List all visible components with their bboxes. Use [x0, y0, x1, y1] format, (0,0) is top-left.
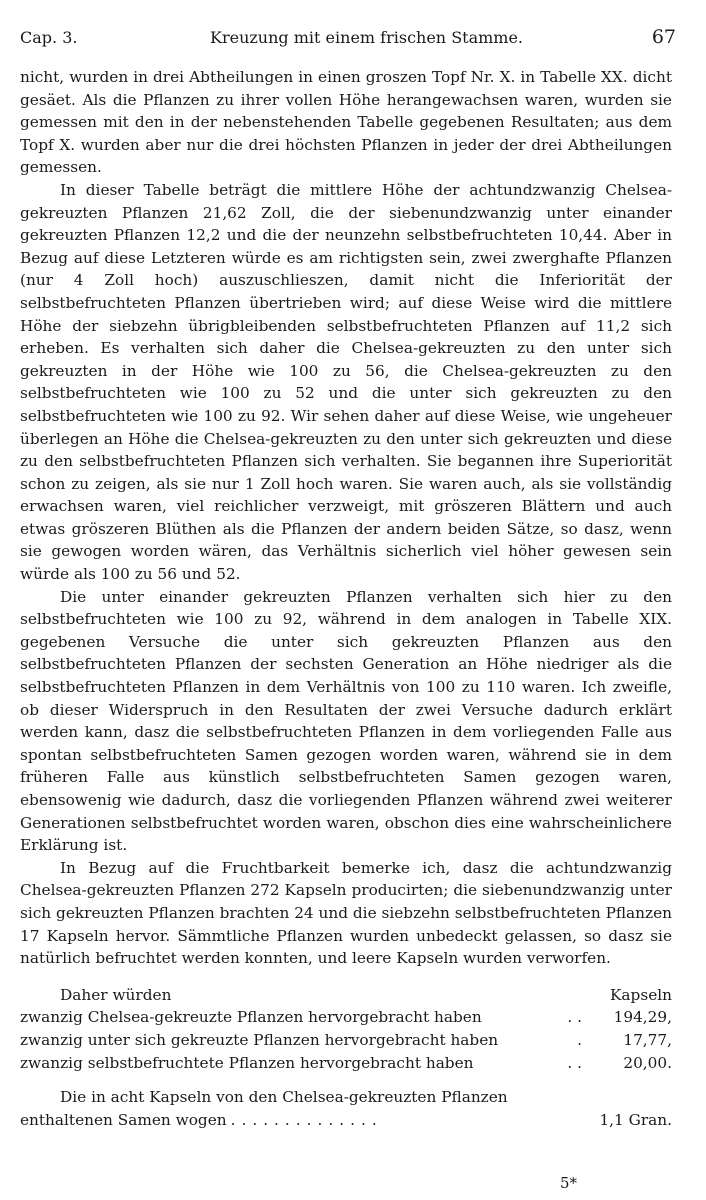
- table-row: [20, 1052, 672, 1075]
- page-number: 67: [651, 26, 676, 48]
- seed-weight-statement: [20, 1086, 672, 1131]
- table-intro: Daher würden: [60, 985, 172, 1004]
- signature-mark: 5*: [560, 1174, 578, 1192]
- row-label: zwanzig unter sich gekreuzte Pflanzen hervorgebracht haben: [20, 1030, 499, 1049]
- seed-line-2: [20, 1109, 672, 1132]
- row-value: 20,00.: [623, 1053, 672, 1072]
- row-dots: . .: [567, 1053, 582, 1072]
- table-row: [20, 1006, 672, 1029]
- running-header: [20, 28, 676, 52]
- table-row: [20, 1029, 672, 1052]
- row-label: zwanzig Chelsea-gekreuzte Pflanzen hervorgebracht haben: [20, 1008, 482, 1027]
- seed-weight-value: 1,1 Gran.: [599, 1110, 672, 1129]
- paragraph: Die unter einander gekreuzten Pflanzen verhalten sich hier zu den selbstbefruchteten wie 100 zu 92, während in dem analogen in Tabelle XIX. gegebenen Versuche die unter sich gekreuzten Pflanzen aus den selbstbefruchteten Pflanzen der sechsten Generation an Höhe niedriger als die selbstbefruchteten Pflanzen in dem Verhältnis von 100 zu 110 waren. Ich zweifle, ob dieser Widerspruch in den Resultaten der zwei Versuche dadurch erklärt werden kann, dasz die selbstbefruchteten Pflanzen in dem vorliegenden Falle aus spontan selbstbefruchteten Samen gezogen worden waren, während sie in dem früheren Falle aus künstlich selbstbefruchteten Samen gezogen waren, ebensowenig wie dadurch, dasz die vorliegenden Pflanzen während zwei weiterer Generationen selbstbefruchtet worden waren, obschon dies eine wahrscheinlichere Erklärung ist.: [20, 587, 672, 855]
- row-label: zwanzig selbstbefruchtete Pflanzen hervorgebracht haben: [20, 1053, 474, 1072]
- row-dots: .: [577, 1030, 582, 1049]
- running-title: Kreuzung mit einem frischen Stamme.: [210, 28, 524, 47]
- row-dots: . .: [567, 1008, 582, 1027]
- table-header-row: [20, 984, 672, 1007]
- row-value: 194,29,: [613, 1008, 672, 1027]
- chapter-label: Cap. 3.: [20, 28, 78, 47]
- dot-leader: ..............: [230, 1110, 383, 1129]
- row-value: 17,77,: [623, 1030, 672, 1049]
- capsule-yield-table: [20, 984, 672, 1074]
- paragraph: In dieser Tabelle beträgt die mittlere Höhe der achtundzwanzig Chelsea-gekreuzten Pflanzen 21,62 Zoll, die der siebenundzwanzig unter einander gekreuzten Pflanzen 12,2 und die der neunzehn selbstbefruchteten 10,44. Aber in Bezug auf diese Letzteren würde es am richtigsten sein, zwei zwerghafte Pflanzen (nur 4 Zoll hoch) auszuschlieszen, damit nicht die Inferiorität der selbstbefruchteten Pflanzen übertrieben wird; auf diese Weise wird die mittlere Höhe der siebzehn übrigbleibenden selbstbefruchteten Pflanzen auf 11,2 sich erheben. Es verhalten sich daher die Chelsea-gekreuzten zu den unter sich gekreuzten in der Höhe wie 100 zu 56, die Chelsea-gekreuzten zu den selbstbefruchteten wie 100 zu 52 und die unter sich gekreuzten zu den selbstbefruchteten wie 100 zu 92. Wir sehen daher auf diese Weise, wie ungeheuer überlegen an Höhe die Chelsea-gekreuzten zu den unter sich gekreuzten und diese zu den selbstbefruchteten Pflanzen sich verhalten. Sie begannen ihre Superiorität schon zu zeigen, als sie nur 1 Zoll hoch waren. Sie waren auch, als sie vollständig erwachsen waren, viel reichlicher verzweigt, mit gröszeren Blättern und auch etwas gröszeren Blüthen als die Pflanzen der andern beiden Sätze, so dasz, wenn sie gewogen worden wären, das Verhältnis sicherlich viel höher gewesen sein würde als 100 zu 56 und 52.: [20, 180, 672, 584]
- seed-line-1: Die in acht Kapseln von den Chelsea-gekreuzten Pflanzen: [60, 1088, 508, 1107]
- paragraph: nicht, wurden in drei Abtheilungen in einen groszen Topf Nr. X. in Tabelle XX. dicht gesäet. Als die Pflanzen zu ihrer vollen Höhe herangewachsen waren, wurden sie gemessen mit den in der nebenstehenden Tabelle gegebenen Resultaten; aus dem Topf X. wurden aber nur die drei höchsten Pflanzen in jeder der drei Abtheilungen gemessen.: [20, 68, 672, 177]
- body-text: [20, 66, 672, 1131]
- seed-line-2-text: enthaltenen Samen wogen: [20, 1110, 227, 1129]
- column-header-kapseln: Kapseln: [610, 985, 672, 1004]
- paragraph: In Bezug auf die Fruchtbarkeit bemerke ich, dasz die achtundzwanzig Chelsea-gekreuzten Pflanzen 272 Kapseln producirten; die siebenundzwanzig unter sich gekreuzten Pflanzen brachten 24 und die siebzehn selbstbefruchteten Pflanzen 17 Kapseln hervor. Sämmtliche Pflanzen wurden unbedeckt gelassen, so dasz sie natürlich befruchtet werden konnten, und leere Kapseln wurden verworfen.: [20, 858, 672, 968]
